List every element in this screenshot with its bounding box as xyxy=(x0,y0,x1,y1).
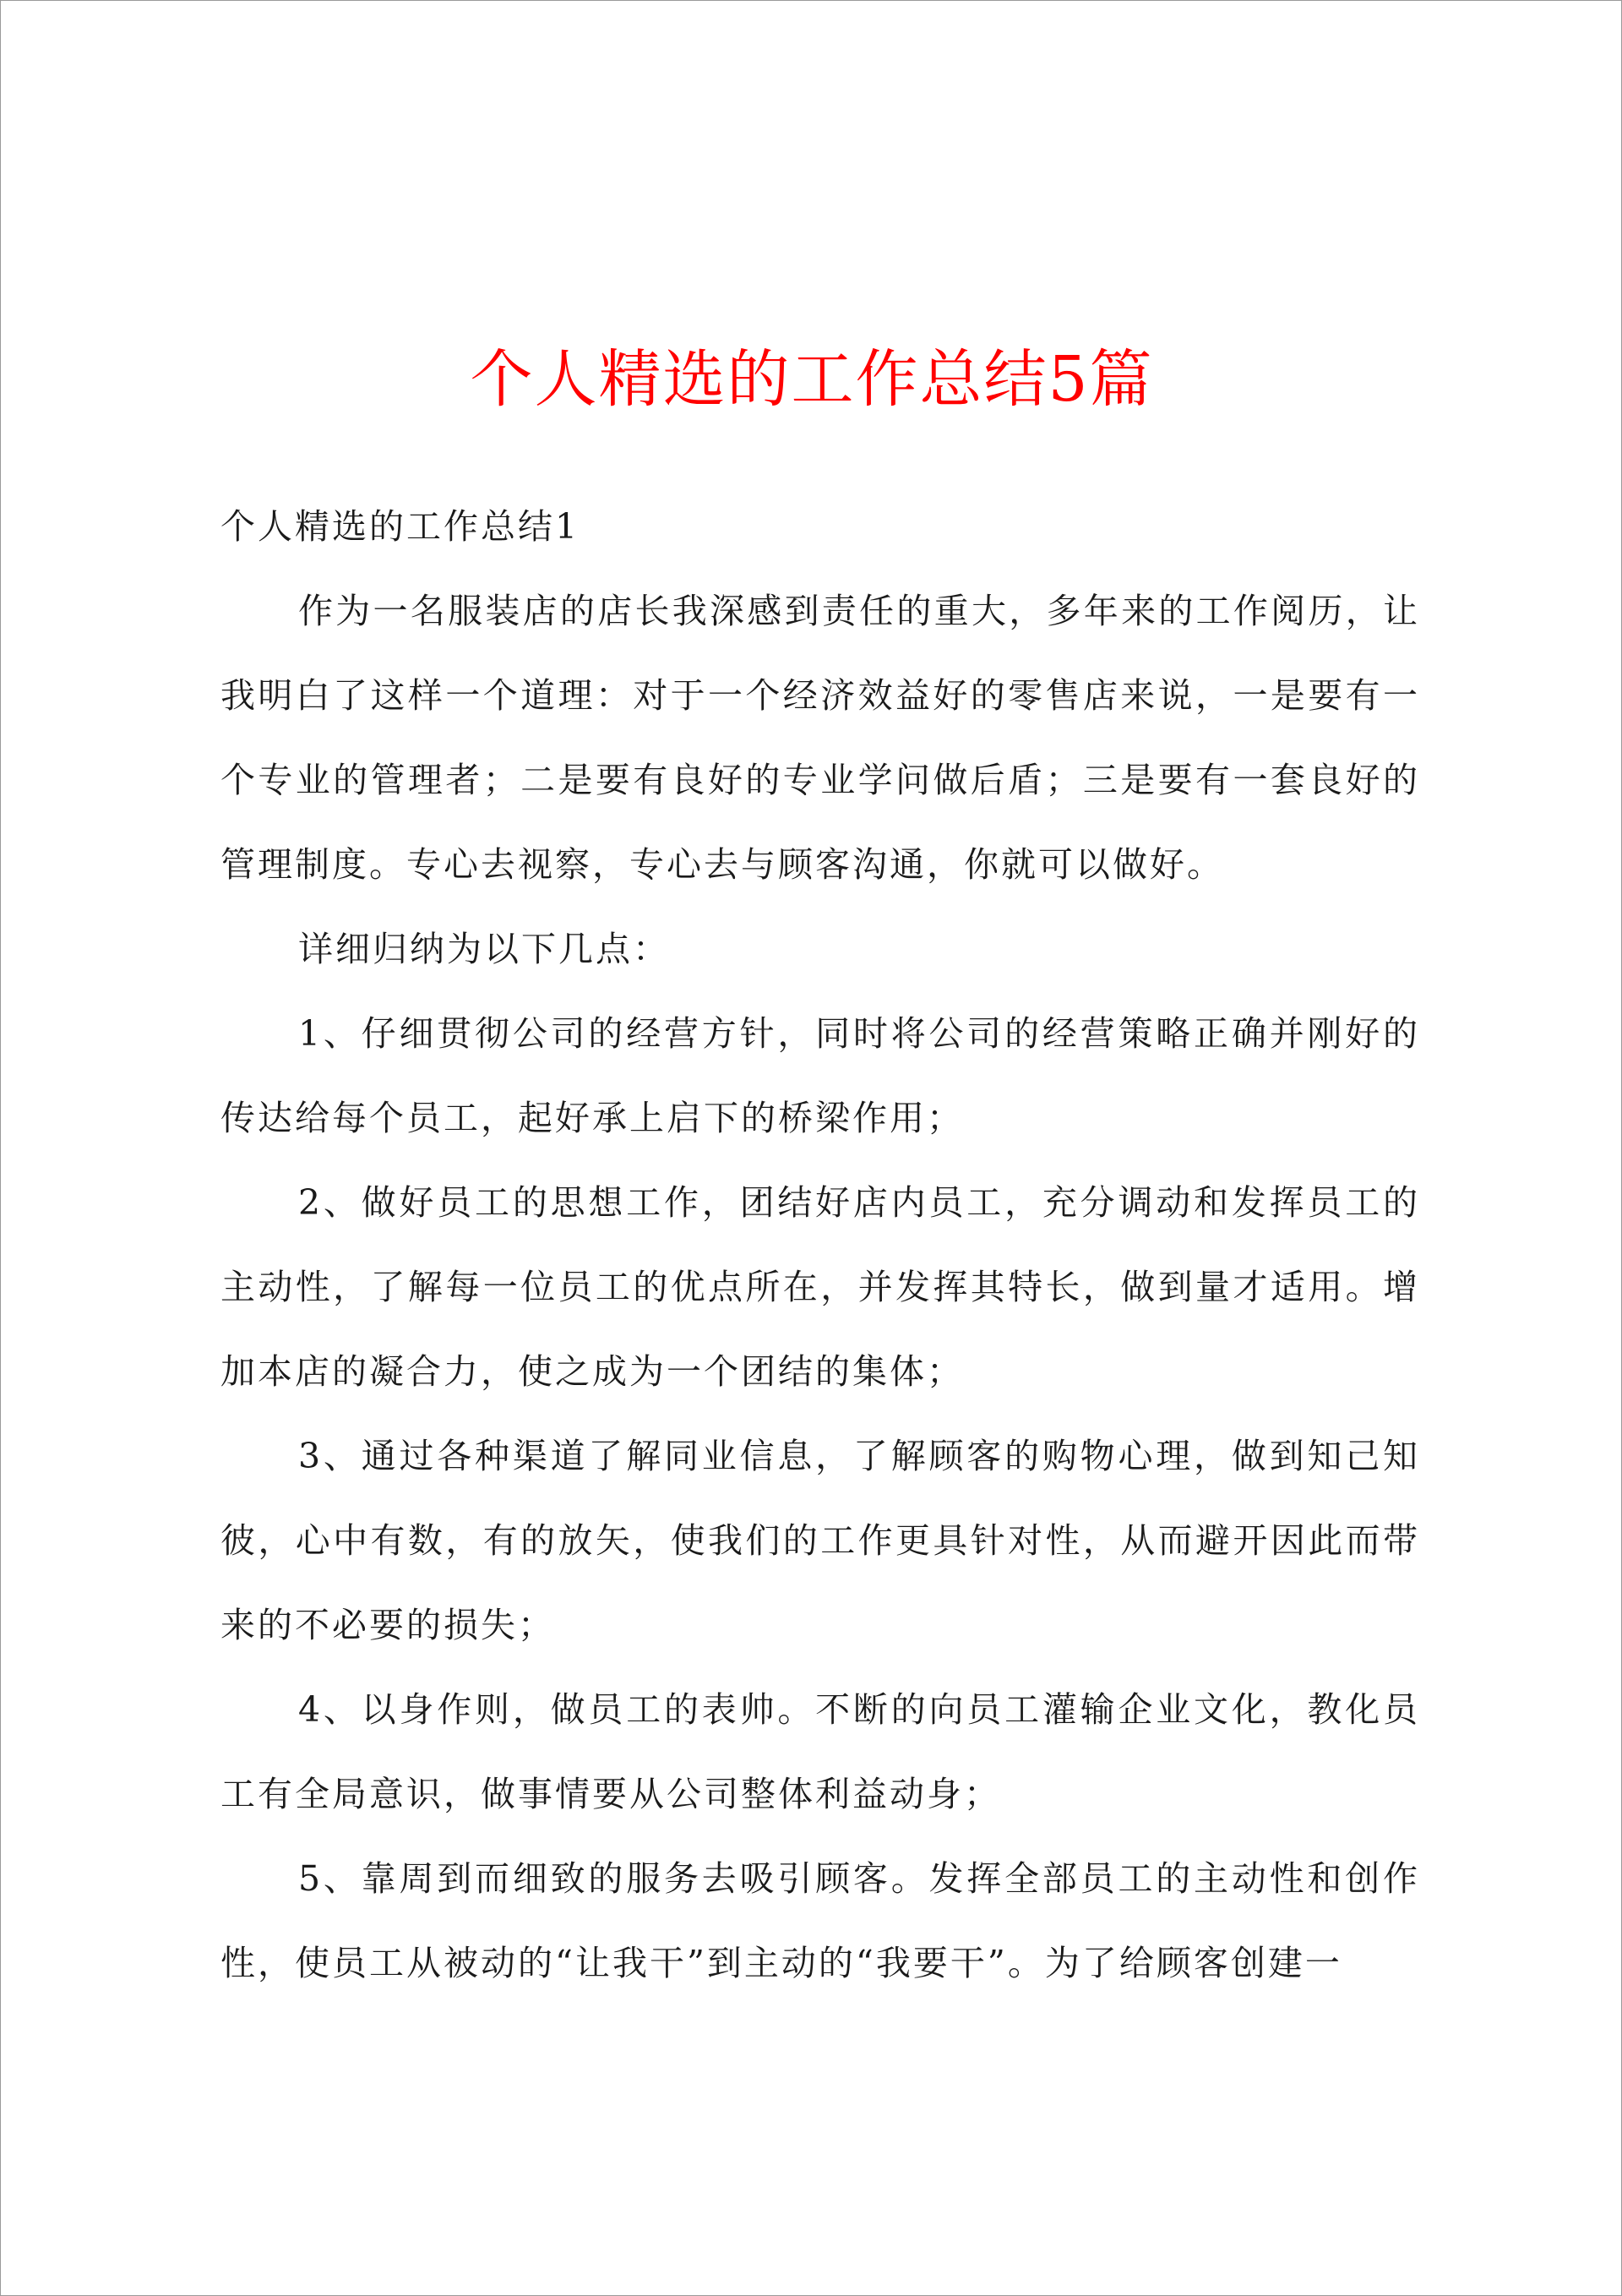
paragraph-point-2: 2、做好员工的思想工作，团结好店内员工，充分调动和发挥员工的主动性，了解每一位员工的优点所在，并发挥其特长，做到量才适用。增加本店的凝合力，使之成为一个团结的集体； xyxy=(220,1182,1420,1392)
document-title: 个人精选的工作总结5篇 xyxy=(470,343,1154,416)
paragraph-point-1: 1、仔细贯彻公司的经营方针，同时将公司的经营策略正确并刚好的传达给每个员工，起好承上启下的桥梁作用； xyxy=(220,1013,1420,1138)
paragraph-intro: 作为一名服装店的店长我深感到责任的重大，多年来的工作阅历，让我明白了这样一个道理：对于一个经济效益好的零售店来说，一是要有一个专业的管理者；二是要有良好的专业学问做后盾；三是要有一套良好的管理制度。专心去视察，专心去与顾客沟通，你就可以做好。 xyxy=(220,591,1420,885)
section-heading: 个人精选的工作总结1 xyxy=(220,506,580,547)
paragraph-point-3: 3、通过各种渠道了解同业信息，了解顾客的购物心理，做到知己知彼，心中有数，有的放矢，使我们的工作更具针对性，从而避开因此而带来的不必要的损失； xyxy=(220,1436,1420,1645)
paragraph-point-5: 5、靠周到而细致的服务去吸引顾客。发挥全部员工的主动性和创作性，使员工从被动的“让我干”到主动的“我要干”。为了给顾客创建一 xyxy=(220,1858,1420,1983)
document-body xyxy=(220,484,1420,2005)
paragraph-summary-lead: 详细归纳为以下几点： xyxy=(298,929,670,969)
paragraph-point-4: 4、以身作则，做员工的表帅。不断的向员工灌输企业文化，教化员工有全局意识，做事情要从公司整体利益动身； xyxy=(220,1689,1420,1814)
